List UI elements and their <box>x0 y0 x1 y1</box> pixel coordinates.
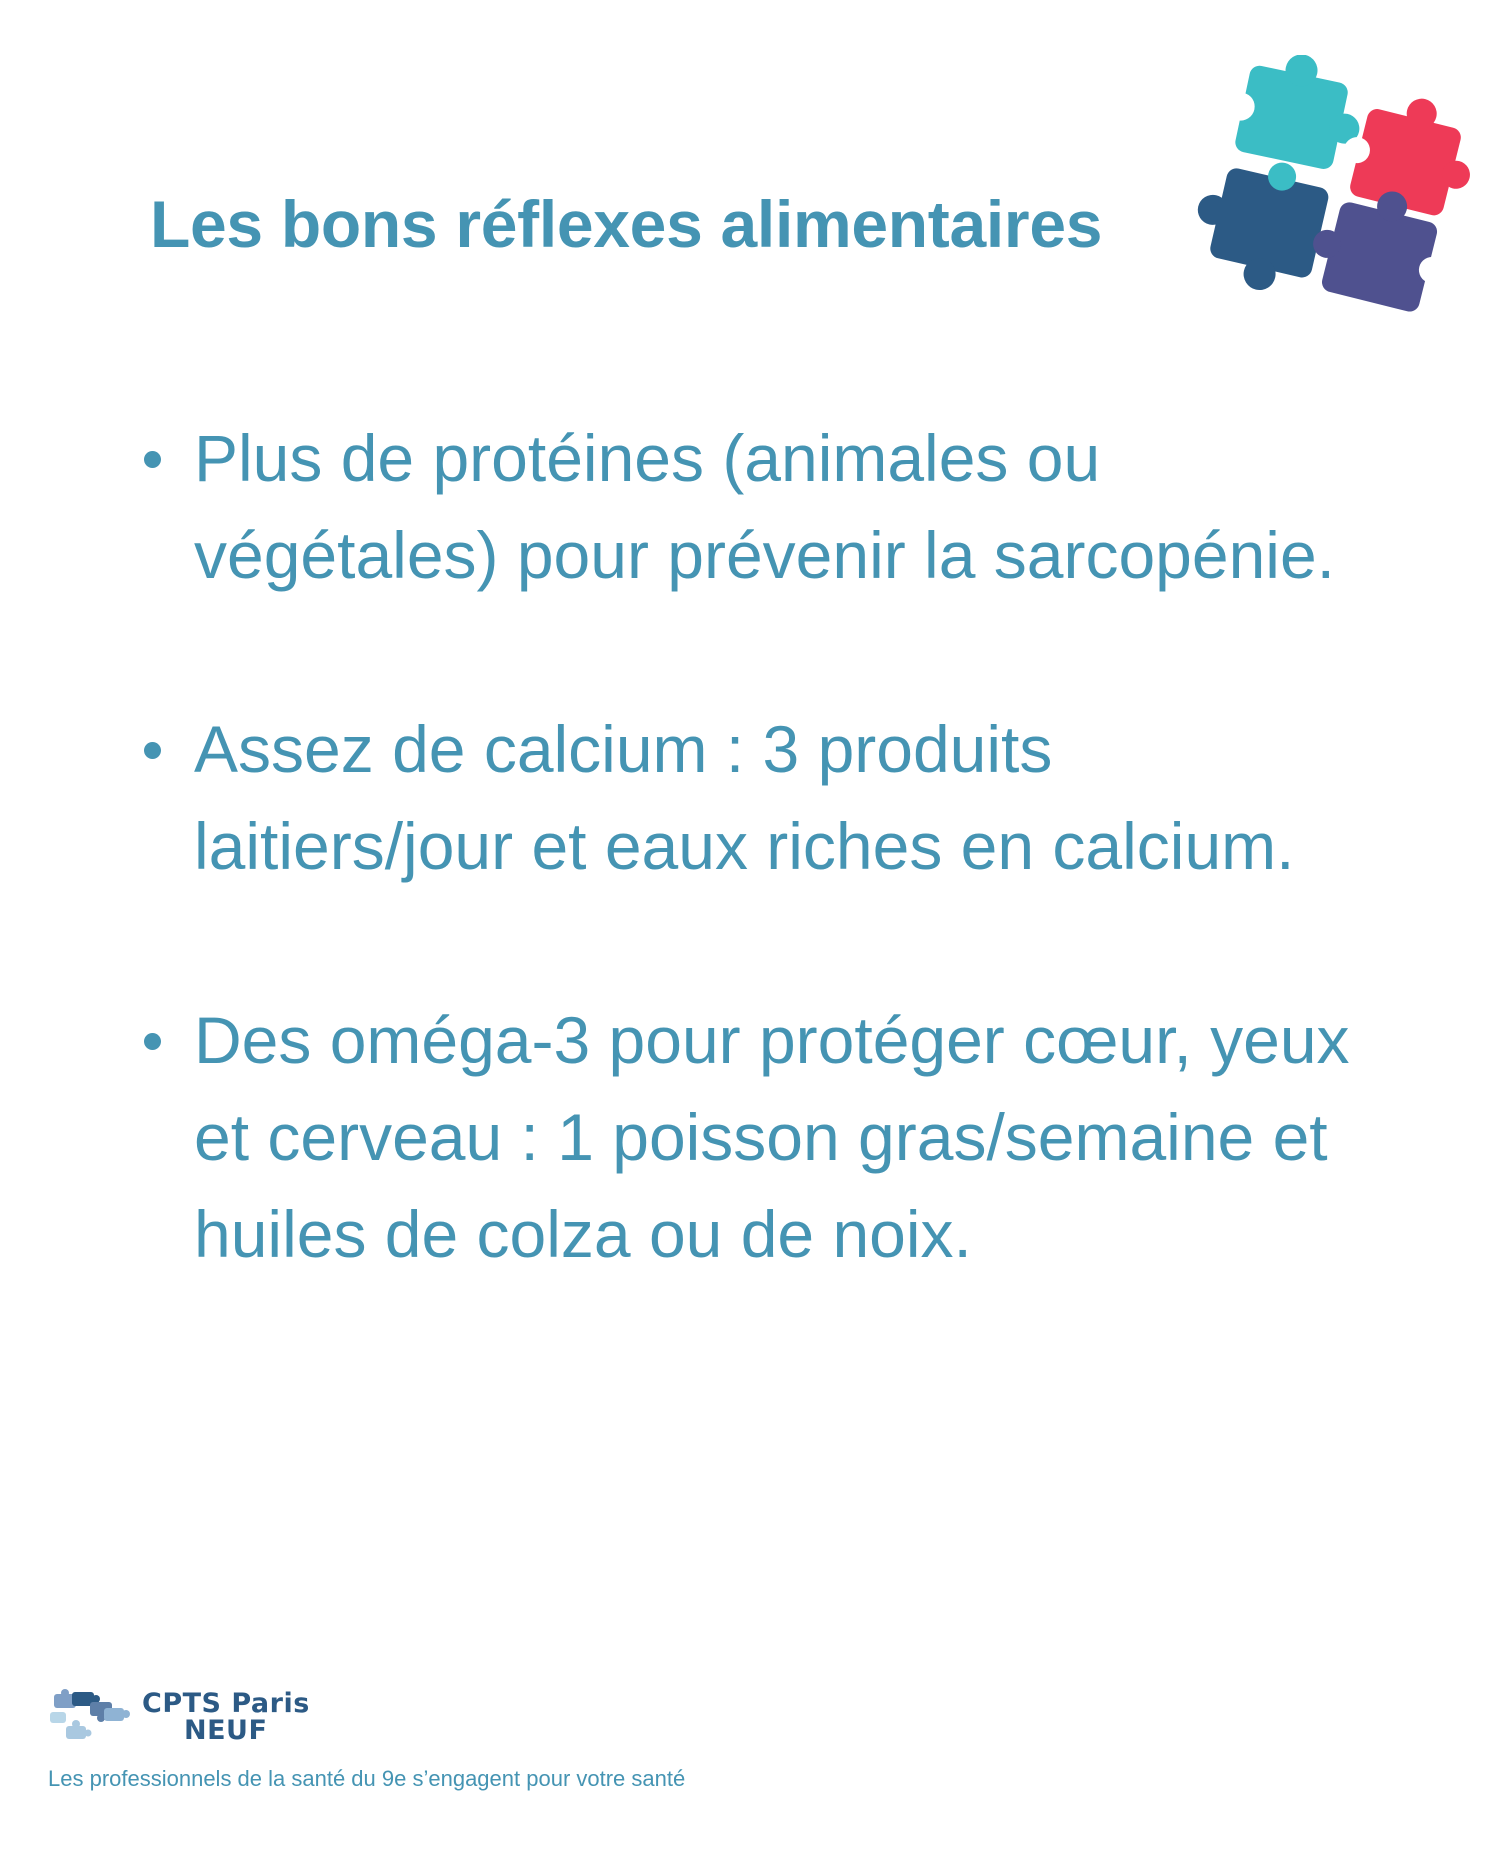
bullet-line: et cerveau : 1 poisson gras/semaine et <box>194 1100 1328 1174</box>
bullet-line: végétales) pour prévenir la sarcopénie. <box>194 518 1335 592</box>
footer-tagline: Les professionnels de la santé du 9e s’engagent pour votre santé <box>48 1766 686 1791</box>
puzzle-logo-icon <box>48 1688 134 1746</box>
list-item <box>140 701 1440 895</box>
list-item <box>140 410 1440 604</box>
list-item <box>140 992 1440 1283</box>
logo-line-1: CPTS Paris <box>142 1688 310 1719</box>
bullet-line: laitiers/jour et eaux riches en calcium. <box>194 809 1295 883</box>
logo-line-2: NEUF <box>184 1715 268 1746</box>
bullet-dot-icon <box>144 742 161 759</box>
bullet-line: Plus de protéines (animales ou <box>194 421 1101 495</box>
puzzle-pieces-icon <box>1180 55 1470 320</box>
bullet-line: huiles de colza ou de noix. <box>194 1197 972 1271</box>
page-title: Les bons réflexes alimentaires <box>150 187 1103 261</box>
bullet-line: Des oméga-3 pour protéger cœur, yeux <box>194 1003 1350 1077</box>
bullet-line: Assez de calcium : 3 produits <box>194 712 1053 786</box>
logo-text <box>142 1690 310 1744</box>
bullet-dot-icon <box>144 1033 161 1050</box>
bullet-dot-icon <box>144 451 161 468</box>
bullet-list <box>140 410 1440 1283</box>
